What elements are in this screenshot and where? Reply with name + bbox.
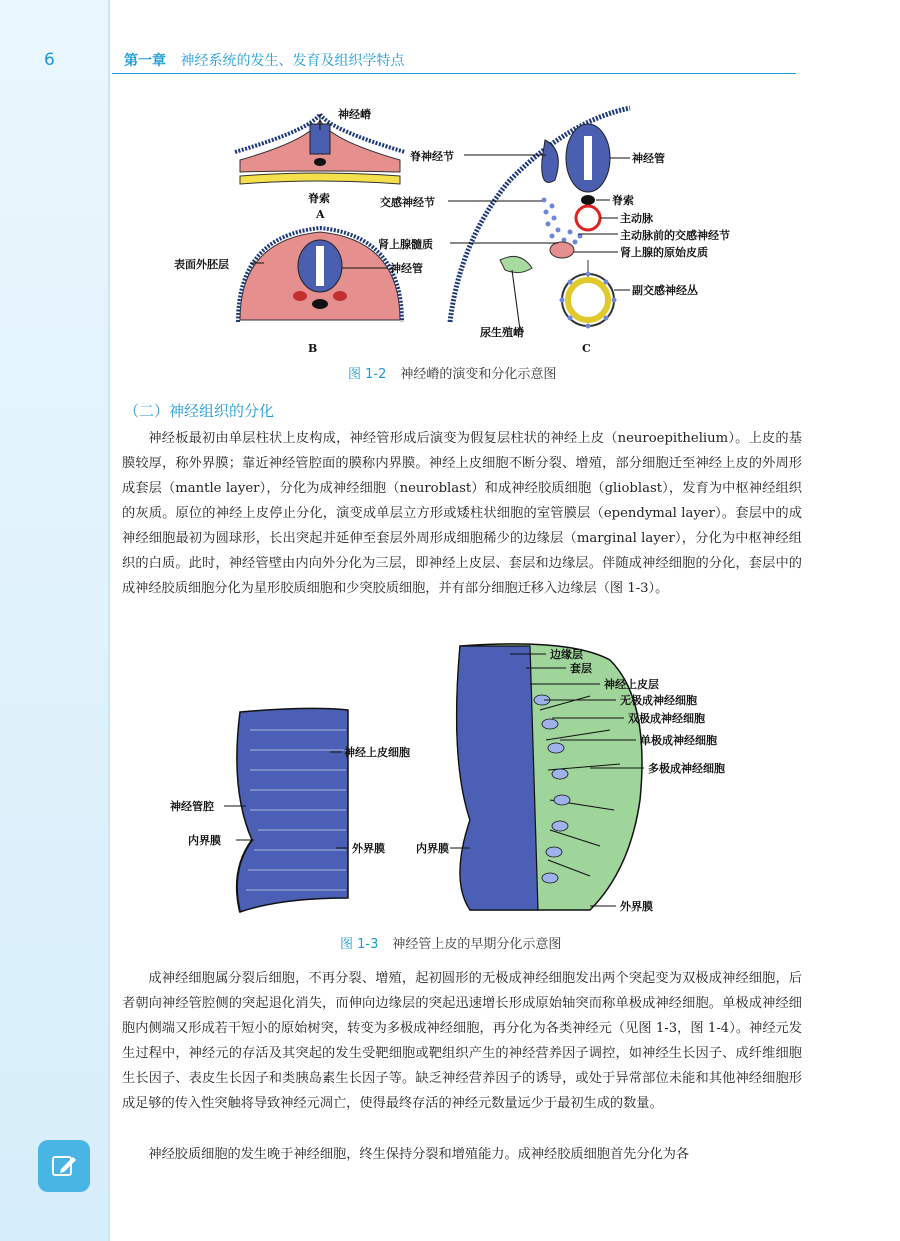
left-margin-band [0,0,108,1241]
label-sympathetic-ganglion: 交感神经节 [380,196,435,209]
chapter-number: 第一章 [124,53,166,69]
label-panel-c: C [582,342,591,355]
margin-divider [108,0,110,1241]
label-parasympathetic-plexus: 副交感神经丛 [632,284,698,297]
label-unipolar: 单极成神经细胞 [640,734,717,747]
label-neural-tube-c: 神经管 [632,152,665,165]
label-inner-membrane-right: 内界膜 [416,842,449,855]
note-edit-button[interactable] [38,1140,90,1192]
figure-1-3 [170,640,790,925]
section-title: （二）神经组织的分化 [124,402,275,420]
label-outer-membrane-right: 外界膜 [620,900,653,913]
header-rule [112,73,796,74]
label-adrenal-medulla: 肾上腺髓质 [378,238,433,251]
label-neuroepithelial-cell: 神经上皮细胞 [344,746,410,759]
label-apolar: 无极成神经细胞 [620,694,697,707]
label-lumen: 神经管腔 [170,800,214,813]
label-spinal-ganglion: 脊神经节 [410,150,454,163]
label-neural-tube-b: 神经管 [390,262,423,275]
figure-1-2-caption [348,363,556,382]
label-urogenital-ridge: 尿生殖嵴 [480,326,524,339]
chapter-title: 神经系统的发生、发育及组织学特点 [180,53,405,69]
figure-1-3-caption [340,933,561,952]
label-multipolar: 多极成神经细胞 [648,762,725,775]
label-neural-crest: 神经嵴 [338,108,371,121]
label-adrenal-cortex: 肾上腺的原始皮质 [620,246,708,259]
label-preaortic-ganglion: 主动脉前的交感神经节 [620,229,730,242]
label-notochord-a: 脊索 [308,192,330,205]
label-panel-a: A [316,208,325,221]
body-paragraph-1: 神经板最初由单层柱状上皮构成，神经管形成后演变为假复层柱状的神经上皮（neuroepithelium）。上皮的基膜较厚，称外界膜；靠近神经管腔面的膜称内界膜。神经上皮细胞不断分裂、增殖，部分细胞迁至神经上皮的外周形成套层（mantle layer），分化为成神经细胞（neuroblast）和成神经胶质细胞（glioblast），发育为中枢神经组织的灰质。原位的神经上皮停止分化，演变成单层立方形或矮柱状细胞的室管膜层（ependymal layer）。套层中的成神经细胞最初为圆球形，长出突起并延伸至套层外周形成细胞稀少的边缘层（marginal layer），分化为中枢神经组织的白质。此时，神经管壁由内向外分化为三层，即神经上皮层、套层和边缘层。伴随成神经细胞的分化，套层中的成神经胶质细胞分化为星形胶质细胞和少突胶质细胞，并有部分细胞迁移入边缘层（图 1-3）。 [122,431,802,596]
label-notochord-c: 脊索 [612,194,634,207]
caption-number: 图 1-2 [348,367,387,382]
caption-text: 神经嵴的演变和分化示意图 [400,367,557,382]
page-number: 6 [44,50,55,70]
label-inner-membrane-left: 内界膜 [188,834,221,847]
label-marginal-layer: 边缘层 [550,648,583,661]
label-outer-membrane-left: 外界膜 [352,842,385,855]
label-panel-b: B [308,342,318,355]
label-bipolar: 双极成神经细胞 [628,712,705,725]
figure-1-2 [160,100,800,360]
running-header [124,50,404,70]
caption-text: 神经管上皮的早期分化示意图 [392,937,562,952]
label-aorta: 主动脉 [620,212,653,225]
label-mantle-layer: 套层 [570,662,592,675]
caption-number: 图 1-3 [340,937,379,952]
label-epithelial-layer: 神经上皮层 [604,678,659,691]
label-surface-ectoderm: 表面外胚层 [174,258,229,271]
pencil-icon [49,1151,79,1181]
body-paragraph-3: 神经胶质细胞的发生晚于神经细胞，终生保持分裂和增殖能力。成神经胶质细胞首先分化为各 [148,1147,690,1162]
figure-1-3-drawing [170,640,790,925]
body-paragraph-2: 成神经细胞属分裂后细胞，不再分裂、增殖，起初圆形的无极成神经细胞发出两个突起变为双极成神经细胞，后者朝向神经管腔侧的突起退化消失，而伸向边缘层的突起迅速增长形成原始轴突而称单极成神经细胞。单极成神经细胞内侧端又形成若干短小的原始树突，转变为多极成神经细胞，再分化为各类神经元（见图 1-3，图 1-4）。神经元发生过程中，神经元的存活及其突起的发生受靶细胞或靶组织产生的神经营养因子调控，如神经生长因子、成纤维细胞生长因子、表皮生长因子和类胰岛素生长因子等。缺乏神经营养因子的诱导，或处于异常部位未能和其他神经细胞形成足够的传入性突触将导致神经元凋亡，使得最终存活的神经元数量远少于最初生成的数量。 [122,971,802,1111]
